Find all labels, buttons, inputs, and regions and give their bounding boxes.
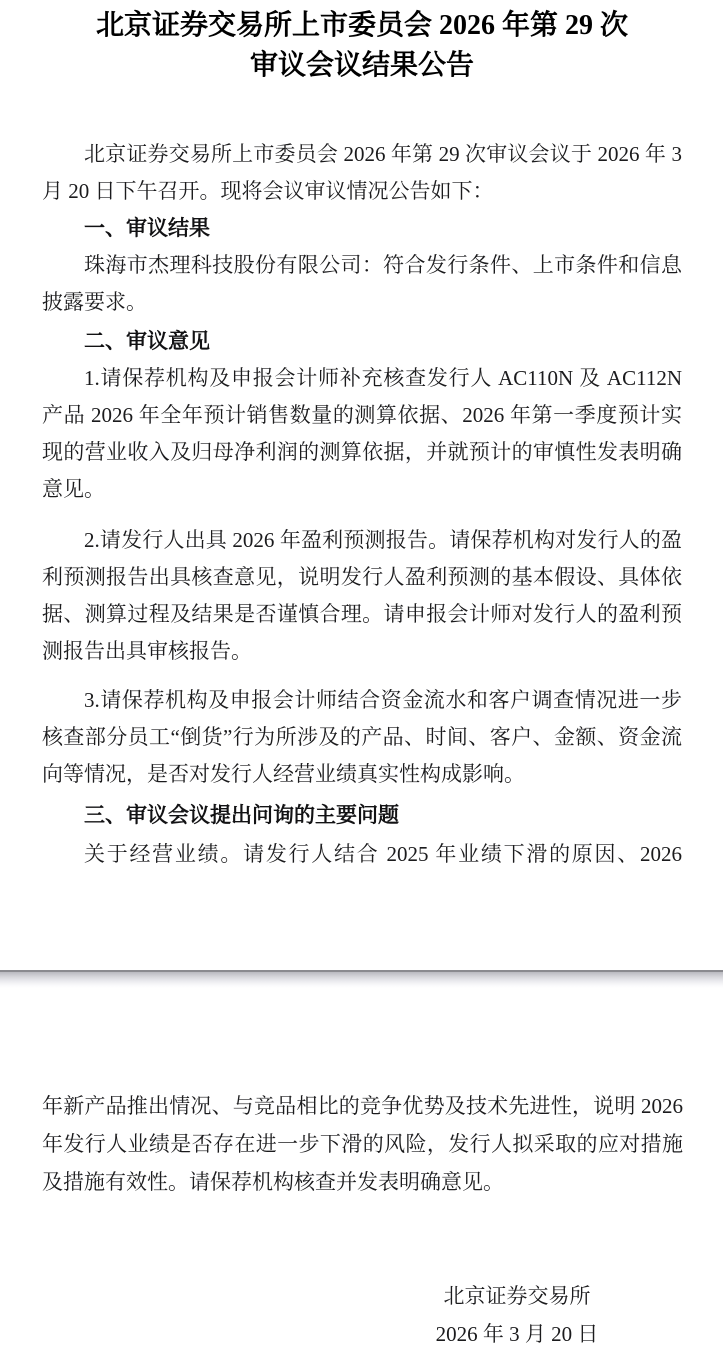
signature-date: 2026 年 3 月 20 日 (435, 1322, 599, 1346)
page-separator (0, 970, 723, 988)
signature-block (42, 1277, 683, 1353)
document-title (42, 6, 682, 86)
section-2-item-2: 2.请发行人出具 2026 年盈利预测报告。请保荐机构对发行人的盈利预测报告出具核查意见，说明发行人盈利预测的基本假设、具体依据、测算过程及结果是否谨慎合理。请申报会计师对发行人的盈利预测报告出具审核报告。 (42, 528, 682, 663)
section-3-paragraph-continuation: 年新产品推出情况、与竞品相比的竞争优势及技术先进性，说明 2026 年发行人业绩是否存在进一步下滑的风险，发行人拟采取的应对措施及措施有效性。请保荐机构核查并发表明确意见。 (42, 1094, 683, 1194)
document-title-line-1: 北京证券交易所上市委员会 2026 年第 29 次 (95, 10, 628, 41)
section-2-heading: 二、审议意见 (84, 330, 210, 353)
document-page-2 (0, 988, 723, 1353)
section-1-paragraph: 珠海市杰理科技股份有限公司：符合发行条件、上市条件和信息披露要求。 (42, 253, 682, 314)
section-2-item-1: 1.请保荐机构及申报会计师补充核查发行人 AC110N 及 AC112N 产品 2026 年全年预计销售数量的测算依据、2026 年第一季度预计实现的营业收入及归母净利润的测算依据，并就预计的审慎性发表明确意见。 (42, 366, 682, 501)
document-title-line-2: 审议会议结果公告 (249, 50, 474, 81)
section-2-item-3: 3.请保荐机构及申报会计师结合资金流水和客户调查情况进一步核查部分员工“倒货”行为所涉及的产品、时间、客户、金额、资金流向等情况，是否对发行人经营业绩真实性构成影响。 (42, 688, 682, 786)
intro-paragraph: 北京证券交易所上市委员会 2026 年第 29 次审议会议于 2026 年 3 月 20 日下午召开。现将会议审议情况公告如下： (42, 142, 682, 203)
section-3-heading: 三、审议会议提出问询的主要问题 (84, 804, 399, 827)
signature-issuer: 北京证券交易所 (443, 1284, 591, 1308)
section-1-heading: 一、审议结果 (84, 217, 210, 240)
section-3-paragraph-start: 关于经营业绩。请发行人结合 2025 年业绩下滑的原因、2026 (84, 842, 682, 866)
